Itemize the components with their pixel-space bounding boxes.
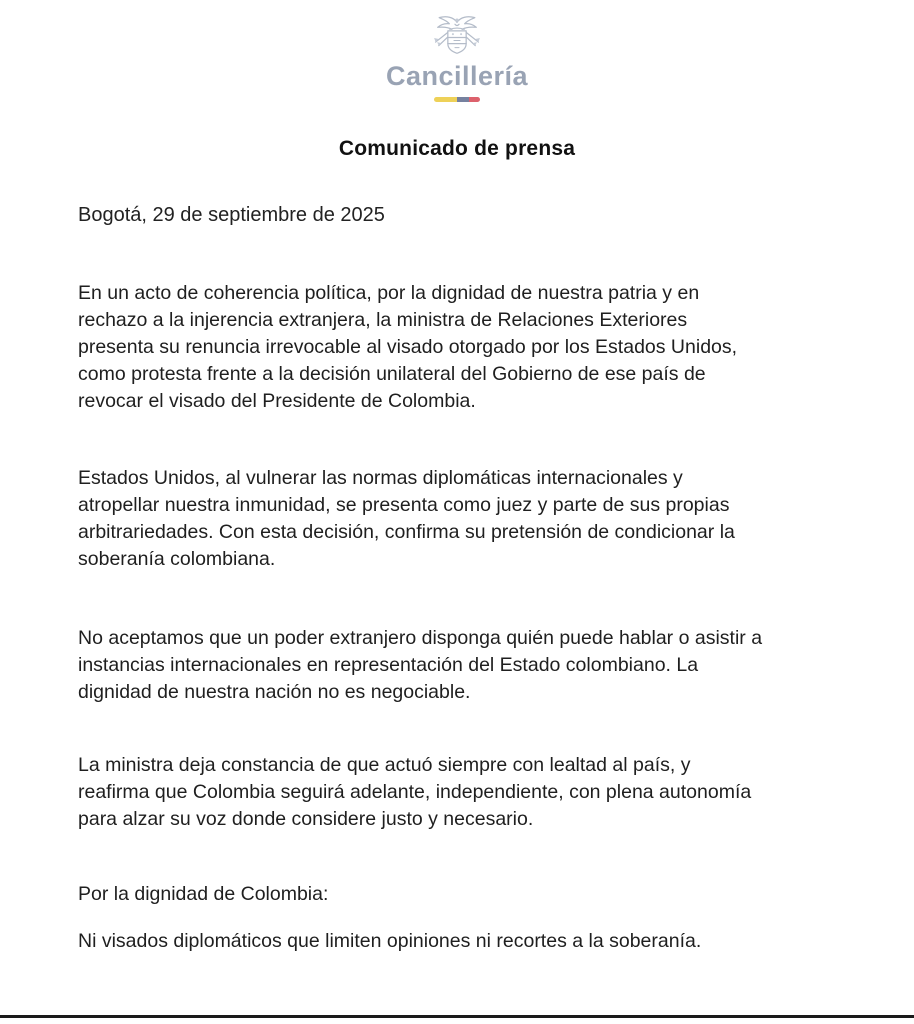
document-body	[0, 202, 914, 955]
bottom-border-rule	[0, 1015, 914, 1018]
dateline: Bogotá, 29 de septiembre de 2025	[78, 204, 385, 226]
paragraph-4: La ministra deja constancia de que actuó siempre con lealtad al país, y reafirma que Colombia seguirá adelante, independiente, con plena autonomía para alzar su voz donde considere justo y necesario.	[78, 754, 752, 830]
flag-red-segment	[469, 97, 481, 102]
flag-blue-segment	[457, 97, 469, 102]
colombia-coat-of-arms-icon	[429, 14, 485, 62]
paragraph-1: En un acto de coherencia política, por la dignidad de nuestra patria y en rechazo a la injerencia extranjera, la ministra de Relaciones Exteriores presenta su renuncia irrevocable al visado otorgado por los Estados Unidos, como protesta frente a la decisión unilateral del Gobierno de ese país de revocar el visado del Presidente de Colombia.	[78, 282, 738, 412]
document-title: Comunicado de prensa	[338, 137, 576, 160]
closing-line: Por la dignidad de Colombia:	[78, 883, 329, 905]
colombia-flag-bar	[434, 97, 480, 102]
cancilleria-wordmark: Cancillería	[385, 61, 529, 91]
slogan-line: Ni visados diplomáticos que limiten opiniones ni recortes a la soberanía.	[78, 930, 702, 952]
brand-header	[0, 0, 914, 102]
flag-yellow-segment	[434, 97, 457, 102]
paragraph-3: No aceptamos que un poder extranjero disponga quién puede hablar o asistir a instancias internacionales en representación del Estado colombiano. La dignidad de nuestra nación no es negociable.	[78, 627, 763, 703]
paragraph-2: Estados Unidos, al vulnerar las normas diplomáticas internacionales y atropellar nuestra inmunidad, se presenta como juez y parte de sus propias arbitrariedades. Con esta decisión, confirma su pretensión de condicionar la soberanía colombiana.	[78, 467, 735, 570]
